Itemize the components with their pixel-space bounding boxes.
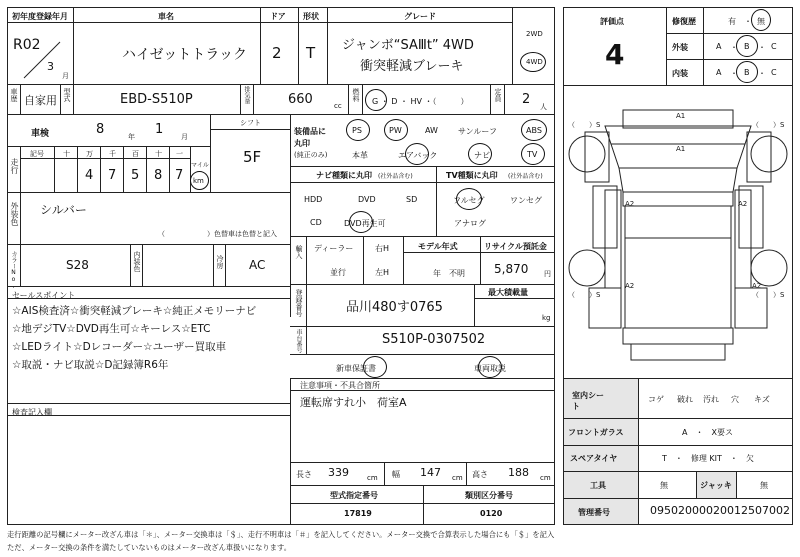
int-sep1: ・ — [730, 69, 738, 78]
grade-line2: 衝突軽減ブレーキ — [360, 59, 464, 74]
usage: 自家用 — [24, 94, 57, 107]
recycle-yen: 円 — [544, 270, 551, 278]
tire-mark-fl: （ ）S — [568, 121, 601, 129]
capacity-label: 定員 — [494, 88, 502, 102]
navi-hdd: HDD — [304, 195, 323, 204]
width-label: 幅 — [392, 470, 400, 479]
navi-sd: SD — [406, 195, 418, 204]
registration-label: 登録番号 — [295, 289, 303, 317]
damage-mark-6: A2 — [752, 282, 762, 290]
max-load-label: 最大積載量 — [488, 288, 528, 297]
manage-number: 09502000020012507002 — [650, 504, 790, 517]
repair-none: 無 — [757, 17, 765, 26]
vehicle-manual: 車両取説 — [474, 364, 506, 373]
registration-number: 品川480す0765 — [346, 300, 443, 315]
navi-cd: CD — [310, 218, 322, 227]
model-code: EBD-S510P — [120, 92, 193, 107]
height-unit: cm — [540, 474, 551, 482]
length-unit: cm — [367, 474, 378, 482]
equip-abs: ABS — [526, 126, 542, 135]
car-name: ハイゼットトラック — [122, 47, 248, 63]
equip-navi: ナビ — [474, 151, 490, 160]
type-no: 17819 — [344, 509, 372, 518]
equipment-label1: 装備品に — [294, 127, 326, 136]
ac: AC — [249, 258, 266, 272]
equip-ps: PS — [352, 126, 362, 135]
tv-oneseg: ワンセグ — [510, 196, 542, 205]
sales-point-1: ☆AIS検査済☆衝突軽減ブレーキ☆純正メモリーナビ — [12, 305, 257, 317]
first-reg-year: R02 — [13, 37, 41, 53]
first-reg-label: 初年度登録年月 — [12, 12, 68, 21]
ext-sep2: ・ — [758, 43, 766, 52]
equipment-label3: (純正のみ) — [294, 151, 328, 159]
class-no: 0120 — [480, 509, 503, 518]
fuel-options: G ・ D ・ HV ・（ ） — [372, 97, 469, 106]
spare-value: T ・ 修理 KIT ・ 欠 — [662, 454, 754, 463]
footer-note-2: ただ、メーター交換の条件を満たしていないものはメーター改ざん車扱いになります。 — [7, 543, 291, 552]
drive-2wd: 2WD — [526, 30, 543, 38]
door-label: ドア — [270, 12, 286, 21]
displacement-label: 排気量 — [243, 86, 250, 104]
inspector-label: 検査記入欄 — [12, 408, 52, 417]
mile-unit: マイル — [191, 162, 209, 169]
inspection-year: 8 — [96, 122, 105, 137]
inspection-month-unit: 月 — [181, 133, 188, 141]
drive-4wd: 4WD — [526, 58, 543, 66]
import-dealer: ディーラー — [314, 244, 354, 253]
model-label: 型式 — [63, 88, 71, 102]
mileage-label: 走行 — [10, 158, 19, 174]
navi-title: ナビ種類に丸印 — [316, 171, 372, 180]
tv-fullseg: フルセグ — [453, 196, 485, 205]
jack-value: 無 — [760, 481, 768, 490]
first-reg-month-unit: 月 — [62, 72, 69, 80]
seat-hole: 穴 — [731, 395, 739, 404]
seat-burn: コゲ — [648, 395, 664, 404]
equip-leather: 本革 — [352, 151, 368, 160]
int-c: C — [771, 68, 777, 77]
car-damage-diagram — [565, 88, 791, 378]
spare-label: スペアタイヤ — [570, 454, 618, 463]
notes-text: 運転席すれ小 荷室A — [300, 396, 407, 409]
capacity: 2 — [522, 92, 531, 107]
place-label-5: 十 — [155, 150, 162, 158]
model-year-label: モデル年式 — [418, 242, 458, 251]
place-label-2: 万 — [86, 150, 93, 158]
repair-sep: ・ — [744, 17, 752, 26]
new-warranty: 新車保証書 — [336, 364, 376, 373]
height: 188 — [508, 466, 529, 479]
chassis-number: S510P-0307502 — [382, 332, 486, 347]
grade-line1: ジャンボ“SAⅢt” 4WD — [342, 38, 474, 53]
mileage-digit-2: 7 — [108, 168, 117, 183]
ext-b: B — [744, 42, 750, 51]
tire-mark-rr: （ ）S — [752, 291, 785, 299]
shift: 5F — [243, 148, 262, 166]
first-reg-month: 3 — [47, 60, 54, 73]
damage-mark-2: A1 — [676, 145, 686, 153]
navi-sub: (社外品含む) — [378, 173, 413, 180]
import-parallel: 並行 — [330, 268, 346, 277]
seat-tear: 破れ — [677, 395, 693, 404]
tools-label: 工具 — [590, 481, 606, 490]
mileage-digit-4: 8 — [154, 168, 163, 183]
inspection-year-unit: 年 — [128, 133, 135, 141]
seat-label: 室内シート — [572, 391, 604, 411]
int-a: A — [716, 68, 722, 77]
ac-label: 冷房 — [216, 255, 224, 269]
inspection-month: 1 — [155, 122, 164, 137]
length-label: 長さ — [296, 470, 312, 479]
score: 4 — [605, 38, 625, 71]
import-right: 右H — [375, 244, 390, 253]
exterior-color-label: 外装色 — [10, 202, 19, 226]
width: 147 — [420, 466, 441, 479]
tire-mark-fr: （ ）S — [752, 121, 785, 129]
equip-pw: PW — [389, 126, 402, 135]
repair-label: 修復歴 — [672, 17, 696, 26]
max-load-unit: kg — [542, 314, 551, 322]
car-name-label: 車名 — [158, 12, 174, 21]
damage-mark-4: A2 — [738, 200, 748, 208]
length: 339 — [328, 466, 349, 479]
equipment-label2: 丸印 — [294, 139, 310, 148]
manage-label: 管理番号 — [578, 508, 610, 517]
ext-sep1: ・ — [730, 43, 738, 52]
usage-label: 車歴 — [10, 88, 18, 102]
chassis-label: 車台番号 — [295, 329, 302, 353]
damage-mark-3: A2 — [625, 200, 635, 208]
recycle-amount: 5,870 — [494, 262, 529, 276]
inspection-label: 車検 — [31, 129, 50, 139]
sales-point-4: ☆取説・ナビ取説☆D記録簿R6年 — [12, 359, 169, 371]
sales-point-3: ☆LEDライト☆Dレコーダー☆ユーザー買取車 — [12, 341, 227, 353]
class-no-label: 類別区分番号 — [465, 491, 513, 500]
color-change-note: （ ）色替車は色替と記入 — [158, 230, 277, 238]
place-label-6: 一 — [176, 150, 183, 158]
ext-a: A — [716, 42, 722, 51]
width-unit: cm — [452, 474, 463, 482]
import-left: 左H — [375, 268, 390, 277]
interior-label: 内装 — [672, 69, 688, 78]
ext-c: C — [771, 42, 777, 51]
shape-label: 形状 — [303, 12, 319, 21]
repair-yes: 有 — [728, 17, 736, 26]
footer-note-1: 走行距離の記号欄にメーター改ざん車は「＊」、メーター交換車は「＄」、走行不明車は「＃」を記入してください。メーター交換で合算表示した場合にも「＄」を記入 — [7, 530, 555, 539]
seat-dirt: 汚れ — [703, 395, 719, 404]
glass-value: A ・ X要ス — [682, 428, 733, 437]
mileage-digit-3: 5 — [131, 168, 140, 183]
mileage-kigo: 記号 — [30, 150, 44, 158]
shift-label: シフト — [240, 119, 261, 127]
equip-aw: AW — [425, 126, 438, 135]
fuel-label: 燃料 — [352, 88, 360, 102]
equip-sunroof: サンルーフ — [458, 127, 497, 136]
navi-dvd: DVD — [358, 195, 376, 204]
recycle-label: リサイクル預託金 — [484, 242, 547, 251]
grade-label: グレード — [404, 12, 436, 21]
tv-title: TV種類に丸印 — [446, 171, 498, 180]
tools-value: 無 — [660, 481, 668, 490]
navi-dvd-play: DVD再生可 — [344, 219, 386, 228]
score-label: 評価点 — [600, 17, 624, 26]
tv-analog: アナログ — [454, 219, 486, 228]
exterior-label: 外装 — [672, 43, 688, 52]
sales-points-label: セールスポイント — [12, 291, 76, 300]
int-b: B — [744, 68, 750, 77]
type-no-label: 型式指定番号 — [330, 491, 378, 500]
displacement: 660 — [288, 92, 313, 107]
seat-scratch: キズ — [754, 395, 770, 404]
km-unit: km — [193, 177, 204, 185]
color-code: S28 — [66, 258, 89, 272]
sales-point-2: ☆地デジTV☆DVD再生可☆キーレス☆ETC — [12, 323, 211, 335]
jack-label: ジャッキ — [700, 481, 732, 490]
damage-mark-1: A1 — [676, 112, 686, 120]
place-label-4: 百 — [132, 150, 139, 158]
door-count: 2 — [272, 44, 282, 62]
glass-label: フロントガラス — [568, 428, 624, 437]
equip-tv: TV — [527, 150, 538, 159]
height-label: 高さ — [472, 470, 488, 479]
notes-label: 注意事項・不具合箇所 — [300, 381, 380, 390]
tire-mark-rl: （ ）S — [568, 291, 601, 299]
exterior-color: シルバー — [40, 203, 87, 217]
cc-unit: cc — [334, 102, 342, 110]
import-label: 輸入 — [295, 245, 303, 259]
model-year: 年 不明 — [433, 269, 465, 278]
mileage-digit-1: 4 — [85, 168, 94, 183]
color-code-label: カラーNo. — [10, 251, 17, 290]
place-label-3: 千 — [109, 150, 116, 158]
capacity-unit: 人 — [540, 103, 547, 111]
tv-sub: (社外品含む) — [508, 173, 543, 180]
interior-color-label: 内装色 — [133, 251, 141, 272]
damage-mark-5: A2 — [625, 282, 635, 290]
int-sep2: ・ — [758, 69, 766, 78]
mileage-digit-5: 7 — [175, 168, 184, 183]
equip-airbag: エアバック — [398, 151, 438, 160]
body-shape: T — [306, 44, 316, 62]
place-label-1: 十 — [63, 150, 70, 158]
